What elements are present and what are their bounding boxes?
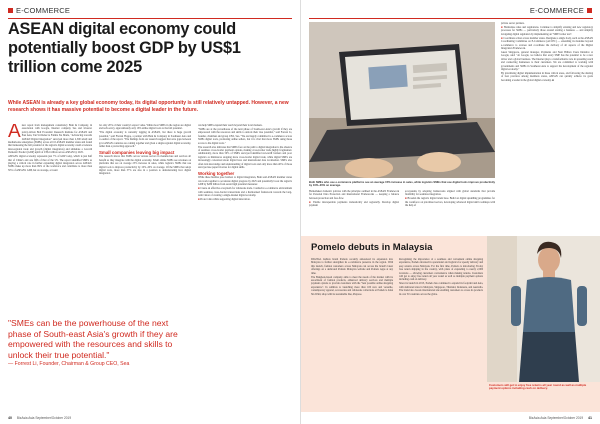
pull-quote bbox=[8, 318, 192, 368]
section-label: E-COMMERCE bbox=[16, 5, 71, 15]
header-rule bbox=[309, 18, 593, 19]
subhead: Small companies leaving big impact bbox=[99, 149, 175, 155]
box-column-2 bbox=[399, 258, 483, 408]
laptop-photo bbox=[309, 22, 495, 178]
box-column-1 bbox=[311, 258, 393, 408]
box-title: Pomelo debuts in Malaysia bbox=[311, 242, 433, 253]
paragraph: ASEAN's digital economy represents just 7% of GDP today, which is just half that of China's and one fifth of that of the US. The report identified SMEs as playing a critical role in further expanding digital integration across ASEAN. SMEs make up more than 99% of the workforce and contribute to more than 50% of ASEAN's GDP, but on average, account bbox=[8, 155, 92, 172]
paragraph: The research also indicates that SMEs face on the path to digital integration is the absence of seamless cross-border payment options, making cross-border trade highly fragmented. Additionally, more than 50% of SMEs surveyed identified non-tariff barriers and poor logistics as hindrances stopping more cross-border digital trade, while digital SMEs are increasingly concerned about digital laws and international data localisation. SMEs also often lack knowledge and understanding of digital tools and only more than 40% of those surveyed use paper invoices for digital skills. bbox=[198, 145, 292, 170]
model-photo-caption: Customers will get to enjoy free returns all year round as well as multiple payment options including cash on delivery. bbox=[489, 383, 587, 391]
paragraph bbox=[309, 201, 399, 208]
paragraph bbox=[501, 37, 593, 51]
bullet-icon: ■ bbox=[501, 36, 504, 40]
bullet-text: Harmonise rules and regulations. Continue to simplify existing and new regulatory processes for SMEs — particularly those around starting a business — and simplify navigating digital regulation by implementing an "SME border test". bbox=[501, 26, 593, 36]
paragraph bbox=[198, 198, 292, 201]
bullet-text: Broaden the region's digital talent base. Build on digital upskilling programmes for the workforce on prioritised sectors, developing advanced digital skill roadmaps with the help of bbox=[405, 197, 495, 208]
footer-right bbox=[529, 416, 592, 420]
right-page bbox=[300, 0, 600, 424]
paragraph: Homemaker domestic policies with the principle outlined in the ASEAN Framework for Personal Data Protection and International Frameworks — keeping a balance between protection and free-flow. bbox=[309, 190, 399, 200]
footer-text: BizAsia Asia September/October 2019 bbox=[528, 416, 584, 420]
bullet-text: Coordinate action across member states. Designate a single body, such as the ASEAN Coordinating Committee on E-Commerce (ACCEC) — extending its mandate beyond e-commerce to oversee and coordinate the delivery of all aspects of the Digital Integration Framework. bbox=[501, 36, 593, 51]
section-header-left bbox=[8, 5, 70, 15]
bullet-icon: ■ bbox=[501, 26, 504, 29]
body-column-2 bbox=[99, 124, 191, 302]
section-label: E-COMMERCE bbox=[529, 5, 584, 15]
body-column-top-right bbox=[501, 22, 593, 204]
page-number: 40 bbox=[8, 416, 12, 420]
paragraph: The research shows that SMEs across various sectors in manufacture and services all benefit as they integrate with the digital economy. Small online SMEs see revenues on platforms that are on average 25% increase in sales, while logistics SMEs that use digital tools to improve productivity by 10%–20% on average. Of the SMEs that adopt digital tools, more than 57% are also in a position to demonstrating how digital integration bbox=[99, 155, 191, 176]
bullet-icon: ■ bbox=[309, 200, 314, 204]
subhead: Working together bbox=[198, 170, 235, 176]
section-header-right bbox=[530, 5, 592, 15]
page-number: 41 bbox=[588, 416, 592, 420]
paragraph: DIGITAL fashion brand Pomelo recently announced its expansion into Malaysia to further strengthen its e-commerce presence in the region. With this launch, fashion customers across Malaysia can access the brand's latest offerings on a dedicated Pomelo Malaysia website and Pomelo Apps at any time. bbox=[311, 258, 393, 275]
footer-text: BizAsia Asia September/October 2019 bbox=[16, 416, 72, 420]
section-marker-icon bbox=[587, 8, 592, 13]
body-column-1 bbox=[8, 124, 92, 302]
dropcap: A bbox=[8, 124, 21, 142]
bullet-text: Enable interoperable payments domestically and regionally. Develop digital payment bbox=[309, 200, 399, 208]
bullet-icon: ■ bbox=[198, 187, 201, 191]
photo-caption: Both SMEs who use e-commerce platforms see an average 15% increase in sales, while logistics SMEs that use digital tools improve productivity by 10%–20% on average. bbox=[309, 181, 495, 188]
paragraph: Recognising the importance of a seamless and convenient online shopping experience, Pomelo invested in operational and logistics for speedy delivery and easy returns across Malaysia. For the first time, Pomelo is introducing 30-day free return shipping in the country, with plans of expanding to nearly 2,000 locations — allowing customers convenience when making returns. Customers will get to enjoy free return all year round as well as multiple payment options including cash on delivery. bbox=[399, 258, 483, 282]
paragraph: ecosystems by adopting frameworks aligned with global standards that provide flexibility for seamless integration. bbox=[405, 190, 495, 197]
body-column-mid-2 bbox=[405, 190, 495, 234]
paragraph: private sector partners. bbox=[501, 22, 525, 25]
bullet-text: Create an effective ecosystem for wholesale trade. Conducive e-commerce environment with seamless cross-border transactions and a harmonised framework towards the long-term vision of creating a single-market digital economy. bbox=[198, 187, 292, 198]
body-column-3 bbox=[198, 124, 292, 410]
paragraph: Since its launch in 2013, Pomelo has continued to expand its footprint and Asia, with dedicated sites in Malaysia, Singapore, Thailand, Indonesia, and Australia. The brand also boasts international site enabling customers to access its products in over 50 countries across the globe. bbox=[399, 282, 483, 296]
paragraph: "The digital economy is currently lagging in ASEAN, but there is huge growth potential," said Florian Hoppe, a partner with Bain & Company in Southeast Asia and co-author of the report. "The findings from our research suggest that once gaps between govt ASEAN countries are coming together and given a single regional digital economy, rather than a protracting approach." bbox=[99, 131, 191, 149]
paragraph bbox=[501, 26, 593, 36]
bullet-text: Protect data while supporting digital innovation. bbox=[200, 198, 251, 202]
paragraph: The Bangkok-based company aims to meet the needs of the market with its assortment of fashion products, enhanced delivery services and multiple payment options to provide customers with the "best possible online shopping experience". In addition to launching more than 100 new and versatile, contemporary apparel, accessories and wholesale collections at Pomelo's Jalan Sin Wahl, shop with its sustainable line, Purpose. bbox=[311, 275, 393, 296]
headline: ASEAN digital economy could potentially boost GDP by US$1 trillion come 2025 bbox=[8, 20, 241, 76]
section-marker-icon bbox=[8, 8, 13, 13]
paragraph: for only 20% of their country's export value. While most SMEs in the region are digital and tech-savvy, approximately only 16% utilise digital tools to the full potential. bbox=[99, 124, 191, 131]
paragraph: new report from management consultancy Bain & Company, in association with Google, Internet company Sea and investor policy-driven Bolt Economic Research Institute for ASEAN and East Asia, Tan Sri Rebecca Fatima Sta Maria, "Advancing towards ASEAN Digital Integration" surveyed more than 2,500 small and medium-size enterprises (SMEs) across all 10 ASEAN member states and found that harnessing the full potential of the region's digital economy could accelerate inter-regional trade and growth (digital integration) and stimulate a Growth Domestic Product (GDP) uplift of US$1 trillion across ASEAN by 2025. bbox=[8, 124, 92, 155]
body-column-mid-1 bbox=[309, 190, 399, 234]
model-illustration-icon bbox=[487, 236, 600, 382]
quote-attribution: — Forrest Li, Founder, Chairman & Group CEO, Sea bbox=[8, 361, 130, 368]
paragraph: can help SMEs expand their reach beyond their local markets. bbox=[198, 124, 263, 127]
header-rule bbox=[8, 18, 292, 19]
bullet-icon: ■ bbox=[405, 197, 408, 201]
model-photo bbox=[487, 236, 600, 382]
paragraph bbox=[198, 187, 292, 197]
standfirst: While ASEAN is already a key global economy today, its digital opportunity is still relatively untapped. However, a new research shows it has massive potential to become a digital leader in the future. bbox=[8, 100, 289, 113]
paragraph: "SMEs are at the powerhouse of the next phase of South-east Asia's growth if they are empowered with the resources and skills to unlock their true potential," said Forrest Li, founder, chairman and group CEO, Sea. "We are hugely committed to e-commerce across SMEs digital tools, promoting online sellers, but it is vital that more SMEs using these access to the digital tools." bbox=[198, 128, 292, 145]
pomelo-sidebar-box bbox=[301, 236, 600, 412]
paragraph bbox=[405, 197, 495, 207]
bullet-icon: ■ bbox=[198, 198, 201, 202]
paragraph: Guest Singapore, general manager, Payments and Next Billion Users Initiative at Google, said: "At Google, we believe that every SME has the potential to be a new driver and a global business. The Internet plays a transformative role in spreading reach and connecting businesses to their customers. We are committed to working with governments and SMEs in Southeast Asia to support the development of the regional digital economy." bbox=[501, 51, 593, 72]
paragraph: While these hurdles pose barriers to digital integration, Bain said ASEAN member states can work together to accelerate digital progress by 2025 and potentially boost the region's GDP by $280 billion from seven high potential measures: bbox=[198, 176, 292, 187]
footer-left bbox=[8, 416, 71, 420]
paragraph: By prioritising digital implementation in these critical areas, and following the sharing of best practices among members states, ASEAN can quickly achieve its goals becoming a leader in the global digital economy. ■ bbox=[501, 72, 593, 82]
quote-text: "SMEs can be the powerhouse of the next phase of South-east Asia's growth if they are empowered with the resources and skills to unlock their true potential." bbox=[8, 318, 178, 360]
laptop-illustration-icon bbox=[309, 22, 495, 178]
